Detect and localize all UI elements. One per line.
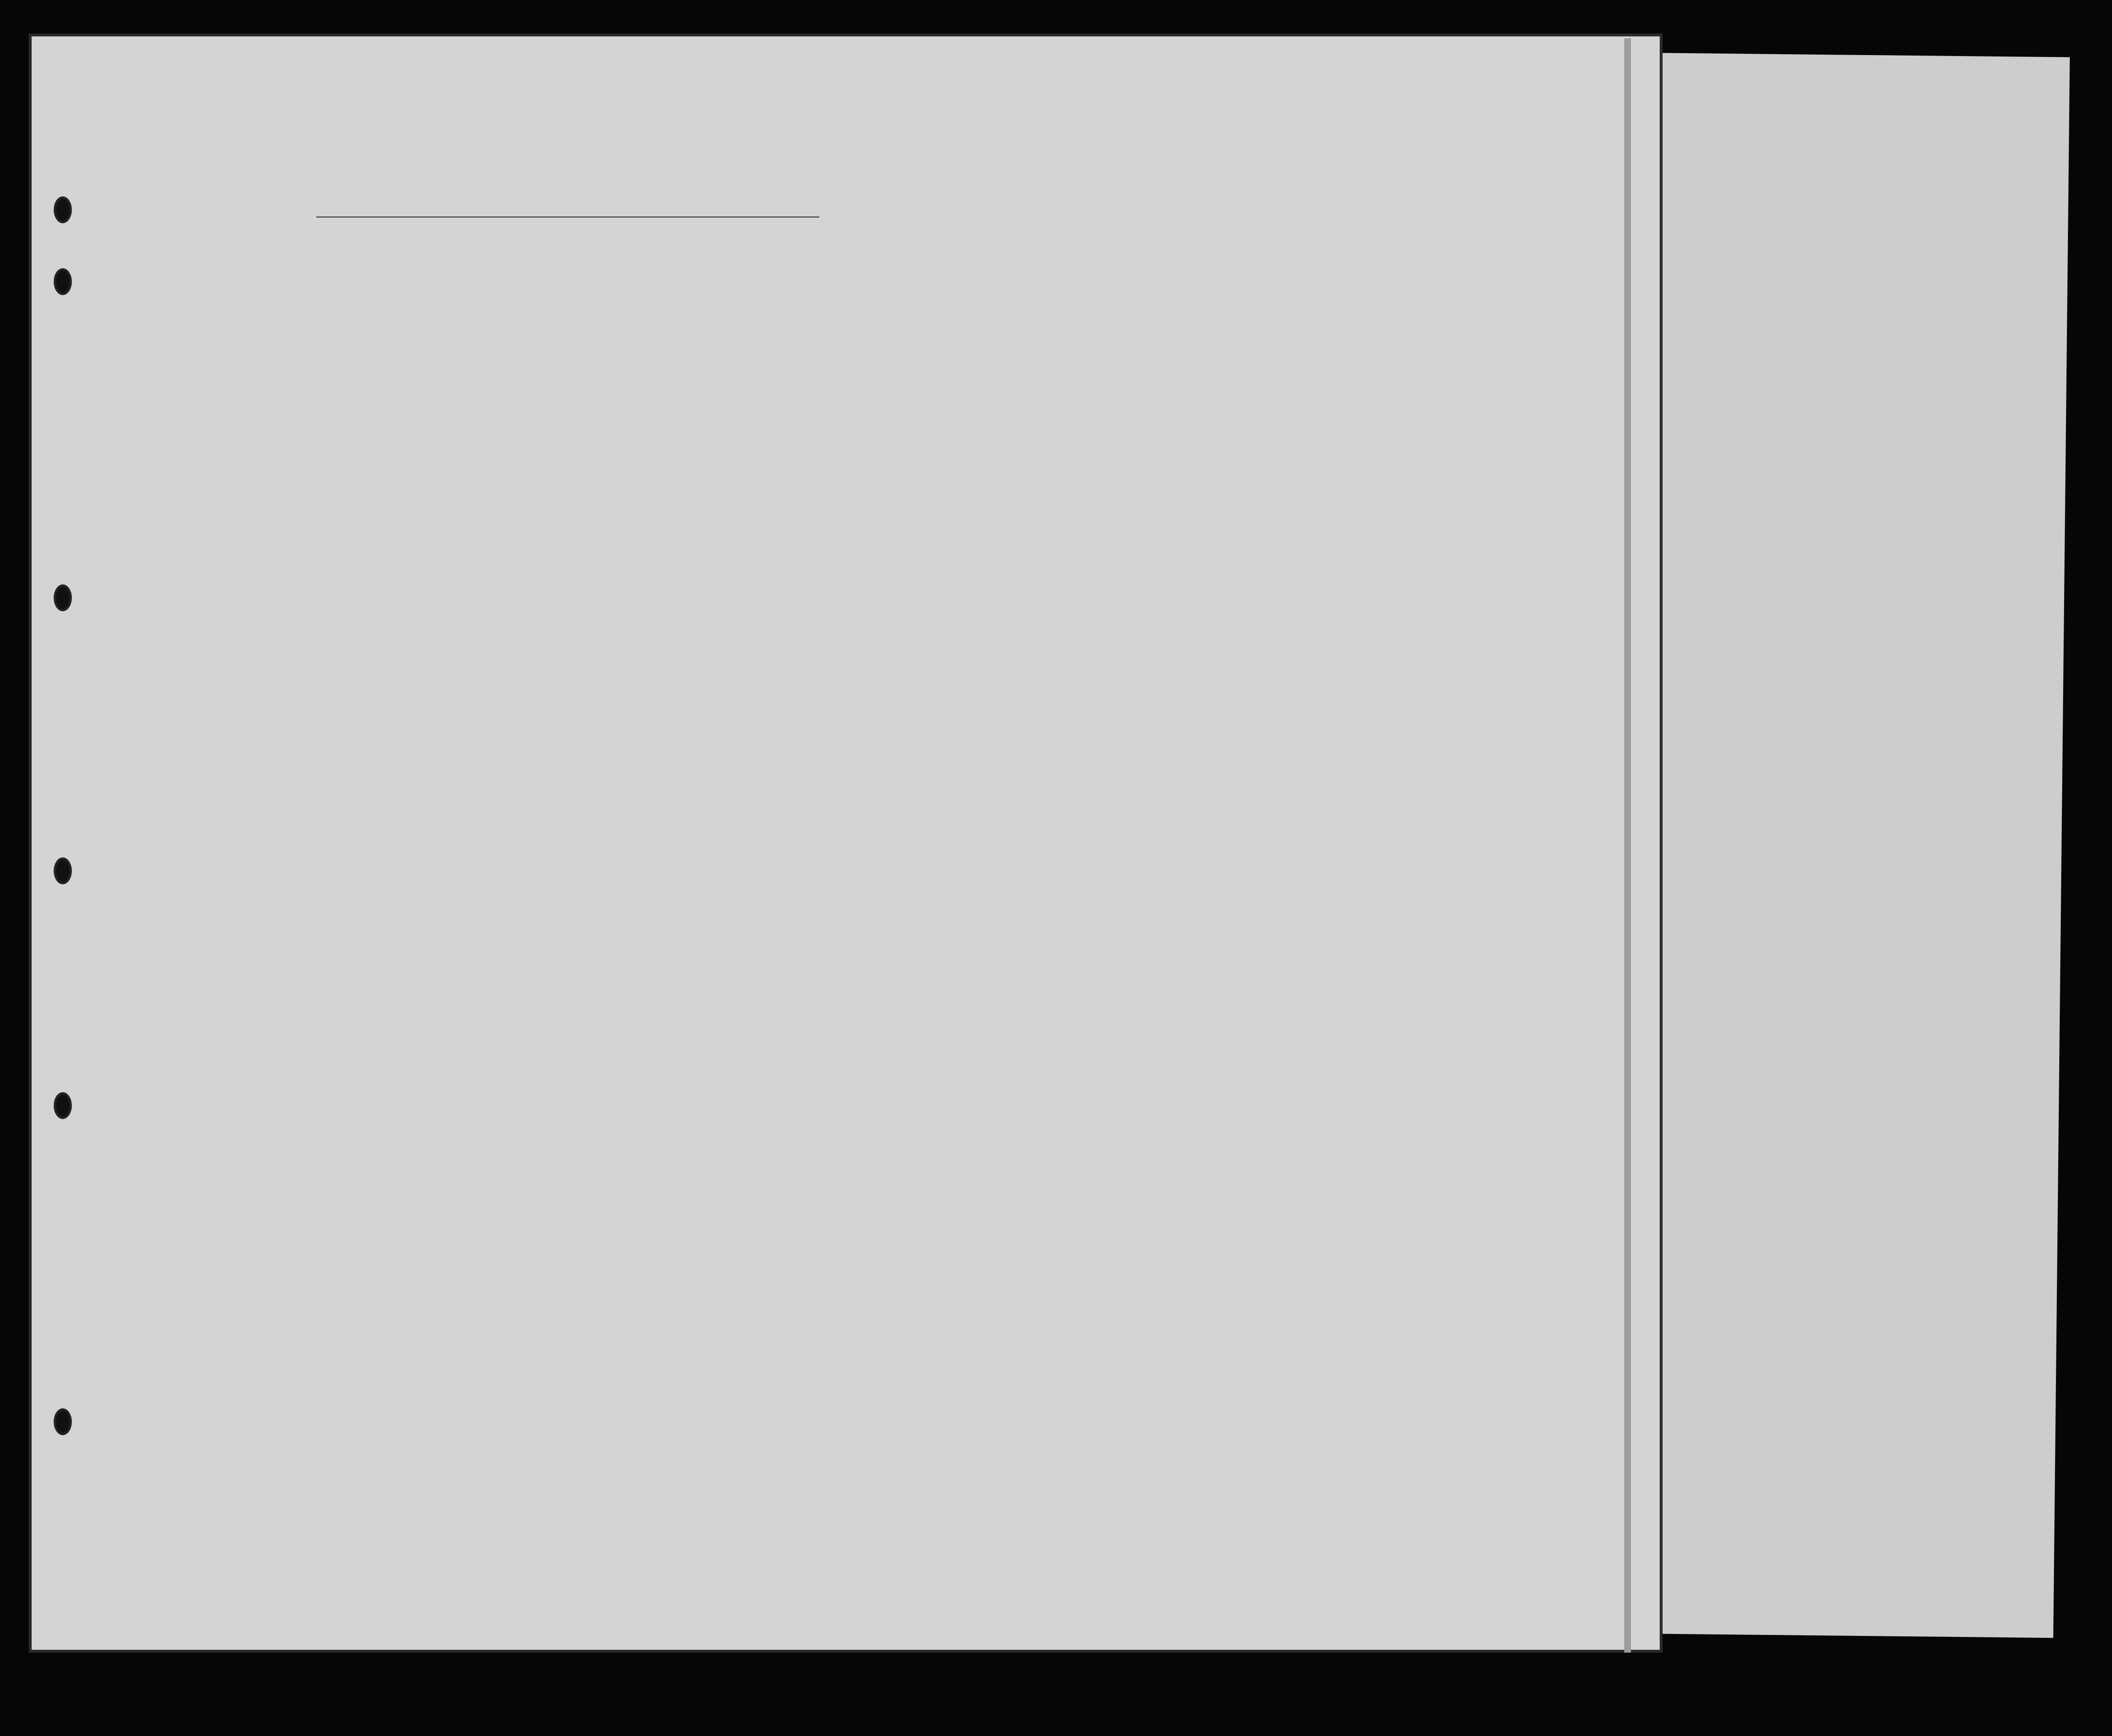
- header-citizen: [791, 285, 819, 400]
- header-polygamist: [850, 285, 870, 400]
- header-anarchist: [872, 285, 891, 400]
- header-overthrow: [896, 268, 944, 402]
- header-length: [740, 285, 769, 400]
- header-feet: [1143, 345, 1162, 398]
- header-ticket: [128, 268, 157, 388]
- header-inches: [1164, 345, 1183, 398]
- header-contract: [946, 268, 989, 402]
- header-intends: [695, 285, 723, 400]
- header-deported: [992, 285, 1021, 400]
- header-fifty: [256, 268, 285, 388]
- header-prison: [826, 285, 850, 400]
